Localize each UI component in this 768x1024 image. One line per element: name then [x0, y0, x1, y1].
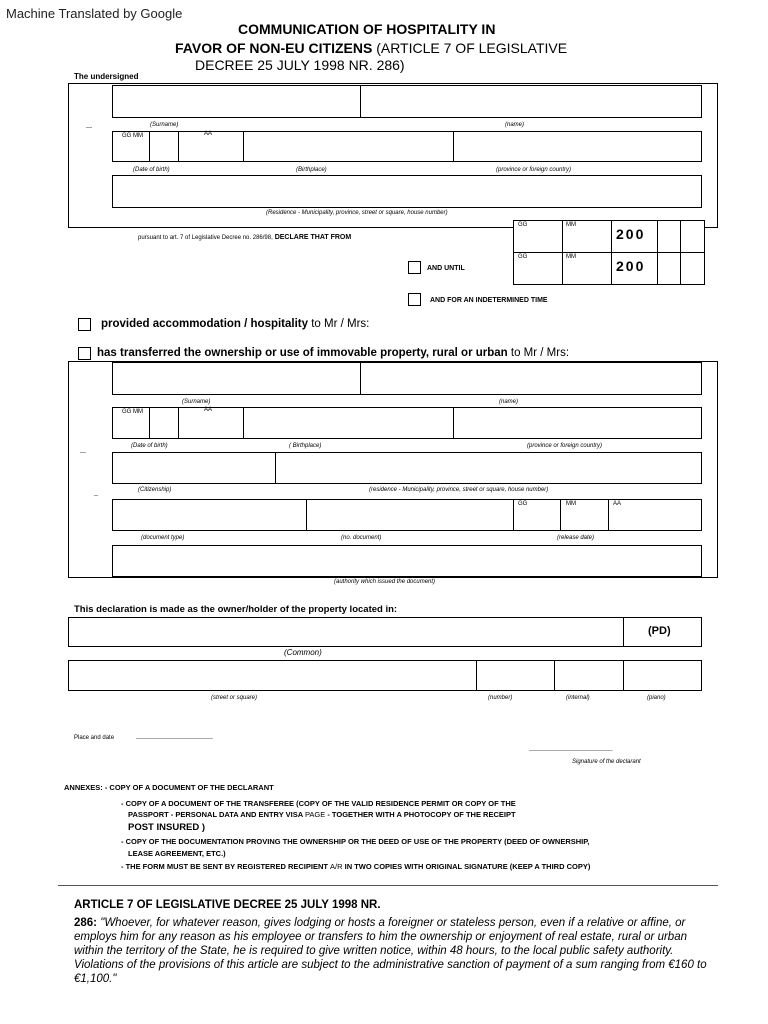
annex-line-2b-page: PAGE — [304, 810, 326, 819]
declarant-surname-field[interactable] — [112, 85, 361, 118]
guest-document-number-label: (no. document) — [341, 535, 382, 541]
property-street-field[interactable] — [68, 660, 477, 691]
signature-label: Signature of the declarant — [572, 759, 641, 765]
undersigned-heading: The undersigned — [74, 72, 139, 81]
transferred-rest: to Mr / Mrs: — [507, 347, 570, 359]
guest-dash-2: -- — [94, 493, 98, 499]
guest-name-field[interactable] — [360, 362, 702, 395]
title-line-2-rest: (ARTICLE 7 OF LEGISLATIVE — [372, 40, 568, 56]
section-divider — [58, 885, 718, 886]
and-until-label: AND UNTIL — [427, 265, 465, 272]
until-mm-label: MM — [566, 254, 576, 260]
guest-residence-field[interactable] — [275, 452, 702, 484]
property-street-label: (street or square) — [211, 695, 258, 701]
declarant-date-of-birth-label: (Date of birth) — [133, 167, 170, 173]
guest-document-number-field[interactable] — [306, 499, 514, 531]
annex-line-2a: - COPY OF A DOCUMENT OF THE TRANSFEREE (COPY OF THE VALID RESIDENCE PERMIT OR COPY OF THE — [121, 799, 516, 808]
article-body — [74, 916, 714, 986]
guest-citizenship-label: (Citizenship) — [138, 487, 172, 493]
property-number-label: (number) — [488, 695, 513, 701]
annex-line-1: ANNEXES: - COPY OF A DOCUMENT OF THE DECLARANT — [64, 783, 274, 792]
title-line-3: DECREE 25 JULY 1998 NR. 286) — [195, 57, 405, 73]
guest-authority-field[interactable] — [112, 545, 702, 577]
guest-release-date-label: (release date) — [557, 535, 595, 541]
until-year-digit-3[interactable] — [657, 252, 681, 285]
annex-line-2b-post: - TOGETHER WITH A PHOTOCOPY OF THE RECEIPT — [325, 810, 516, 819]
until-year-prefix: 200 — [616, 258, 646, 274]
guest-authority-label: (authority which issued the document) — [334, 579, 436, 585]
declarant-birth-month-field[interactable] — [149, 131, 179, 162]
guest-birthplace-field[interactable] — [243, 407, 454, 439]
until-year-digit-4[interactable] — [680, 252, 705, 285]
title-line-2 — [175, 40, 567, 56]
property-internal-field[interactable] — [554, 660, 624, 691]
guest-document-type-label: (document type) — [141, 535, 185, 541]
accommodation-rest: to Mr / Mrs: — [308, 318, 370, 330]
declarant-birthplace-field[interactable] — [243, 131, 454, 162]
guest-name-label: (name) — [499, 399, 519, 405]
from-gg-label: GG — [518, 222, 528, 228]
guest-document-type-field[interactable] — [112, 499, 307, 531]
annex-line-4-ar: A/R — [330, 862, 343, 871]
declarant-surname-label: (Surname) — [150, 122, 179, 128]
signature-line[interactable]: _________________________ — [529, 745, 613, 751]
declarant-residence-label: (Residence - Municipality, province, street or square, house number) — [266, 210, 448, 216]
property-floor-field[interactable] — [623, 660, 702, 691]
accommodation-checkbox[interactable] — [78, 318, 91, 331]
declarant-name-label: (name) — [505, 122, 525, 128]
until-gg-label: GG — [518, 254, 528, 260]
annex-line-3b: LEASE AGREEMENT, ETC.) — [128, 849, 226, 858]
declarant-province-field[interactable] — [453, 131, 702, 162]
undersigned-dash: --- — [86, 125, 92, 131]
declarant-aa-label: AA — [204, 131, 213, 137]
property-common-label: (Common) — [284, 648, 322, 657]
transferred-bold: has transferred the ownership or use of immovable property, rural or urban — [97, 347, 508, 359]
title-line-2-bold: FAVOR OF NON-EU CITIZENS — [175, 40, 373, 56]
watermark: Machine Translated by Google — [6, 6, 183, 21]
declare-pursuant-text: pursuant to art. 7 of Legislative Decree no. 286/98, — [138, 235, 273, 241]
property-pd-label: (PD) — [648, 625, 671, 637]
from-year-digit-3[interactable] — [657, 220, 681, 253]
guest-residence-label: (residence - Municipality, province, street or square, house number) — [369, 487, 549, 493]
transferred-label — [97, 347, 569, 359]
transferred-checkbox[interactable] — [78, 347, 91, 360]
article-heading: ARTICLE 7 OF LEGISLATIVE DECREE 25 JULY 1998 NR. — [74, 899, 381, 911]
property-common-field[interactable] — [68, 617, 624, 647]
accommodation-label — [101, 318, 369, 330]
indetermined-checkbox[interactable] — [408, 293, 421, 306]
guest-release-year-field[interactable] — [608, 499, 702, 531]
annex-line-2c: POST INSURED ) — [128, 822, 206, 833]
annex-line-3a: - COPY OF THE DOCUMENTATION PROVING THE OWNERSHIP OR THE DEED OF USE OF THE PROPERTY (DEED OF OWNERSHIP, — [121, 837, 590, 846]
declarant-name-field[interactable] — [360, 85, 702, 118]
declarant-birthplace-label: (Birthplace) — [296, 167, 327, 173]
title-line-1: COMMUNICATION OF HOSPITALITY IN — [238, 21, 496, 37]
declarant-province-label: (province or foreign country) — [496, 167, 572, 173]
indetermined-label: AND FOR AN INDETERMINED TIME — [430, 297, 548, 304]
guest-release-gg-label: GG — [518, 501, 528, 507]
guest-dash-1: --- — [80, 450, 86, 456]
accommodation-bold: provided accommodation / hospitality — [101, 318, 309, 330]
property-internal-label: (internal) — [566, 695, 590, 701]
declare-from-text — [138, 234, 351, 241]
from-year-prefix: 200 — [616, 226, 646, 242]
place-date-line[interactable]: _______________________ — [136, 733, 213, 739]
declare-from-bold: DECLARE THAT FROM — [272, 234, 352, 241]
guest-ggmm-label: GG MM — [122, 409, 143, 415]
guest-release-mm-label: MM — [566, 501, 576, 507]
property-number-field[interactable] — [476, 660, 555, 691]
guest-province-label: (province or foreign country) — [527, 443, 603, 449]
place-date-label: Place and date — [74, 735, 115, 741]
guest-aa-label: AA — [204, 407, 213, 413]
guest-birth-month-field[interactable] — [149, 407, 179, 439]
from-year-digit-4[interactable] — [680, 220, 705, 253]
guest-release-aa-label: AA — [613, 501, 622, 507]
annex-line-4-post: IN TWO COPIES WITH ORIGINAL SIGNATURE (KEEP A THIRD COPY) — [342, 862, 591, 871]
declarant-ggmm-label: GG MM — [122, 133, 143, 139]
guest-birthplace-label: ( Birthplace) — [289, 443, 322, 449]
annex-line-2b — [128, 810, 516, 819]
property-heading: This declaration is made as the owner/holder of the property located in: — [74, 604, 398, 615]
guest-surname-field[interactable] — [112, 362, 361, 395]
property-floor-label: (piano) — [647, 695, 666, 701]
guest-province-field[interactable] — [453, 407, 702, 439]
article-number: 286: — [74, 917, 98, 929]
guest-citizenship-field[interactable] — [112, 452, 276, 484]
declarant-residence-field[interactable] — [112, 175, 702, 208]
annex-line-4 — [121, 862, 590, 871]
article-text: "Whoever, for whatever reason, gives lodging or hosts a foreigner or stateless person, even if a relative or affine, or employs him for any reason as his employee or transfers to him the ownership or enjoyment of real estate, rural or urban within the territory of the State, he is required to give written notice, within 48 hours, to the local public safety authority. Violations of the provisions of this article are subject to the administrative sanction of payment of a sum ranging from €160 to €1,100." — [74, 917, 707, 985]
annex-line-4-pre: - THE FORM MUST BE SENT BY REGISTERED RECIPIENT — [121, 862, 331, 871]
guest-date-of-birth-label: (Date of birth) — [131, 443, 168, 449]
annex-line-2b-pre: PASSPORT - PERSONAL DATA AND ENTRY VISA — [128, 810, 305, 819]
guest-surname-label: (Surname) — [182, 399, 211, 405]
and-until-checkbox[interactable] — [408, 261, 421, 274]
from-mm-label: MM — [566, 222, 576, 228]
